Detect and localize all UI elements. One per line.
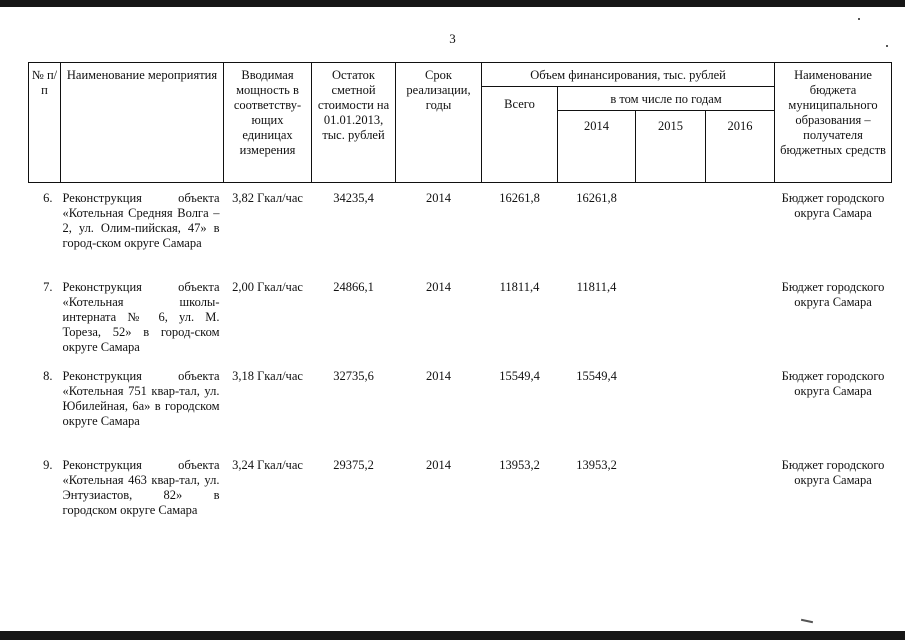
- table-row: [29, 361, 892, 450]
- row-cost: 24866,1: [333, 280, 374, 294]
- row-cost: 29375,2: [333, 458, 374, 472]
- row-term: 2014: [426, 458, 451, 472]
- row-2015: [636, 361, 706, 450]
- row-name: Реконструкция объекта «Котельная школы-интерната № 6, ул. М. Тореза, 52» в город-ском округе Самара: [62, 280, 220, 354]
- row-term: 2014: [426, 369, 451, 383]
- header-financing: Объем финансирования, тыс. рублей: [482, 63, 775, 87]
- row-cost: 34235,4: [312, 183, 396, 273]
- scan-speck: [801, 619, 813, 623]
- row-total: 11811,4: [499, 280, 540, 294]
- header-year-2014: 2014: [558, 111, 636, 183]
- header-by-years: в том числе по годам: [558, 87, 775, 111]
- row-total: 15549,4: [499, 369, 540, 383]
- row-2016: [706, 183, 775, 273]
- row-capacity: 3,24 Гкал/час: [232, 458, 303, 472]
- row-num: 6.: [29, 183, 61, 273]
- header-total: Всего: [482, 87, 558, 183]
- row-num: 9.: [43, 458, 53, 472]
- table-header: [29, 63, 892, 183]
- table-row: [29, 450, 892, 539]
- scan-bottom-border: [0, 631, 905, 640]
- row-2016: [706, 361, 775, 450]
- row-2016: [706, 450, 775, 539]
- row-name: Реконструкция объекта «Котельная 463 квар-тал, ул. Энтузиастов, 82» в городском округе Самара: [62, 458, 220, 517]
- page-number: 3: [449, 31, 456, 46]
- header-num: № п/п: [29, 63, 61, 183]
- header-remaining-cost: Остаток сметной стоимости на 01.01.2013, тыс. рублей: [312, 63, 396, 183]
- row-2014: 13953,2: [576, 458, 617, 472]
- row-budget: Бюджет городского округа Самара: [775, 183, 892, 273]
- row-capacity: 2,00 Гкал/час: [232, 280, 303, 294]
- row-total: 13953,2: [499, 458, 540, 472]
- row-num: 7.: [43, 280, 53, 294]
- row-cost: 32735,6: [333, 369, 374, 383]
- header-capacity: Вводимая мощность в соответству-ющих единицах измерения: [224, 63, 312, 183]
- row-capacity: 3,82 Гкал/час: [224, 183, 312, 273]
- row-term: 2014: [426, 280, 451, 294]
- table-row: [29, 272, 892, 361]
- row-budget: Бюджет городского округа Самара: [781, 280, 885, 309]
- row-term: 2014: [396, 183, 482, 273]
- row-2014: 11811,4: [576, 280, 617, 294]
- row-name: Реконструкция объекта «Котельная Средняя Волга – 2, ул. Олим-пийская, 47» в город-ском округе Самара: [61, 183, 224, 273]
- row-total: 16261,8: [482, 183, 558, 273]
- row-2015: [636, 183, 706, 273]
- header-budget: Наименование бюджета муниципального образования – получателя бюджетных средств: [775, 63, 892, 183]
- row-num: 8.: [43, 369, 53, 383]
- financing-table: [28, 62, 892, 539]
- row-budget: Бюджет городского округа Самара: [781, 458, 885, 487]
- row-2015: [636, 450, 706, 539]
- header-name: Наименование мероприятия: [61, 63, 224, 183]
- header-year-2015: 2015: [636, 111, 706, 183]
- row-2016: [706, 272, 775, 361]
- row-capacity: 3,18 Гкал/час: [232, 369, 303, 383]
- row-2015: [636, 272, 706, 361]
- table-body: [29, 183, 892, 540]
- header-term: Срок реализации, годы: [396, 63, 482, 183]
- header-year-2016: 2016: [706, 111, 775, 183]
- row-budget: Бюджет городского округа Самара: [781, 369, 885, 398]
- scan-top-border: [0, 0, 905, 7]
- scan-speck: [858, 18, 860, 20]
- row-2014: 15549,4: [576, 369, 617, 383]
- row-2014: 16261,8: [558, 183, 636, 273]
- table-row: [29, 183, 892, 273]
- row-name: Реконструкция объекта «Котельная 751 квар-тал, ул. Юбилейная, 6а» в городском округе Самара: [62, 369, 220, 428]
